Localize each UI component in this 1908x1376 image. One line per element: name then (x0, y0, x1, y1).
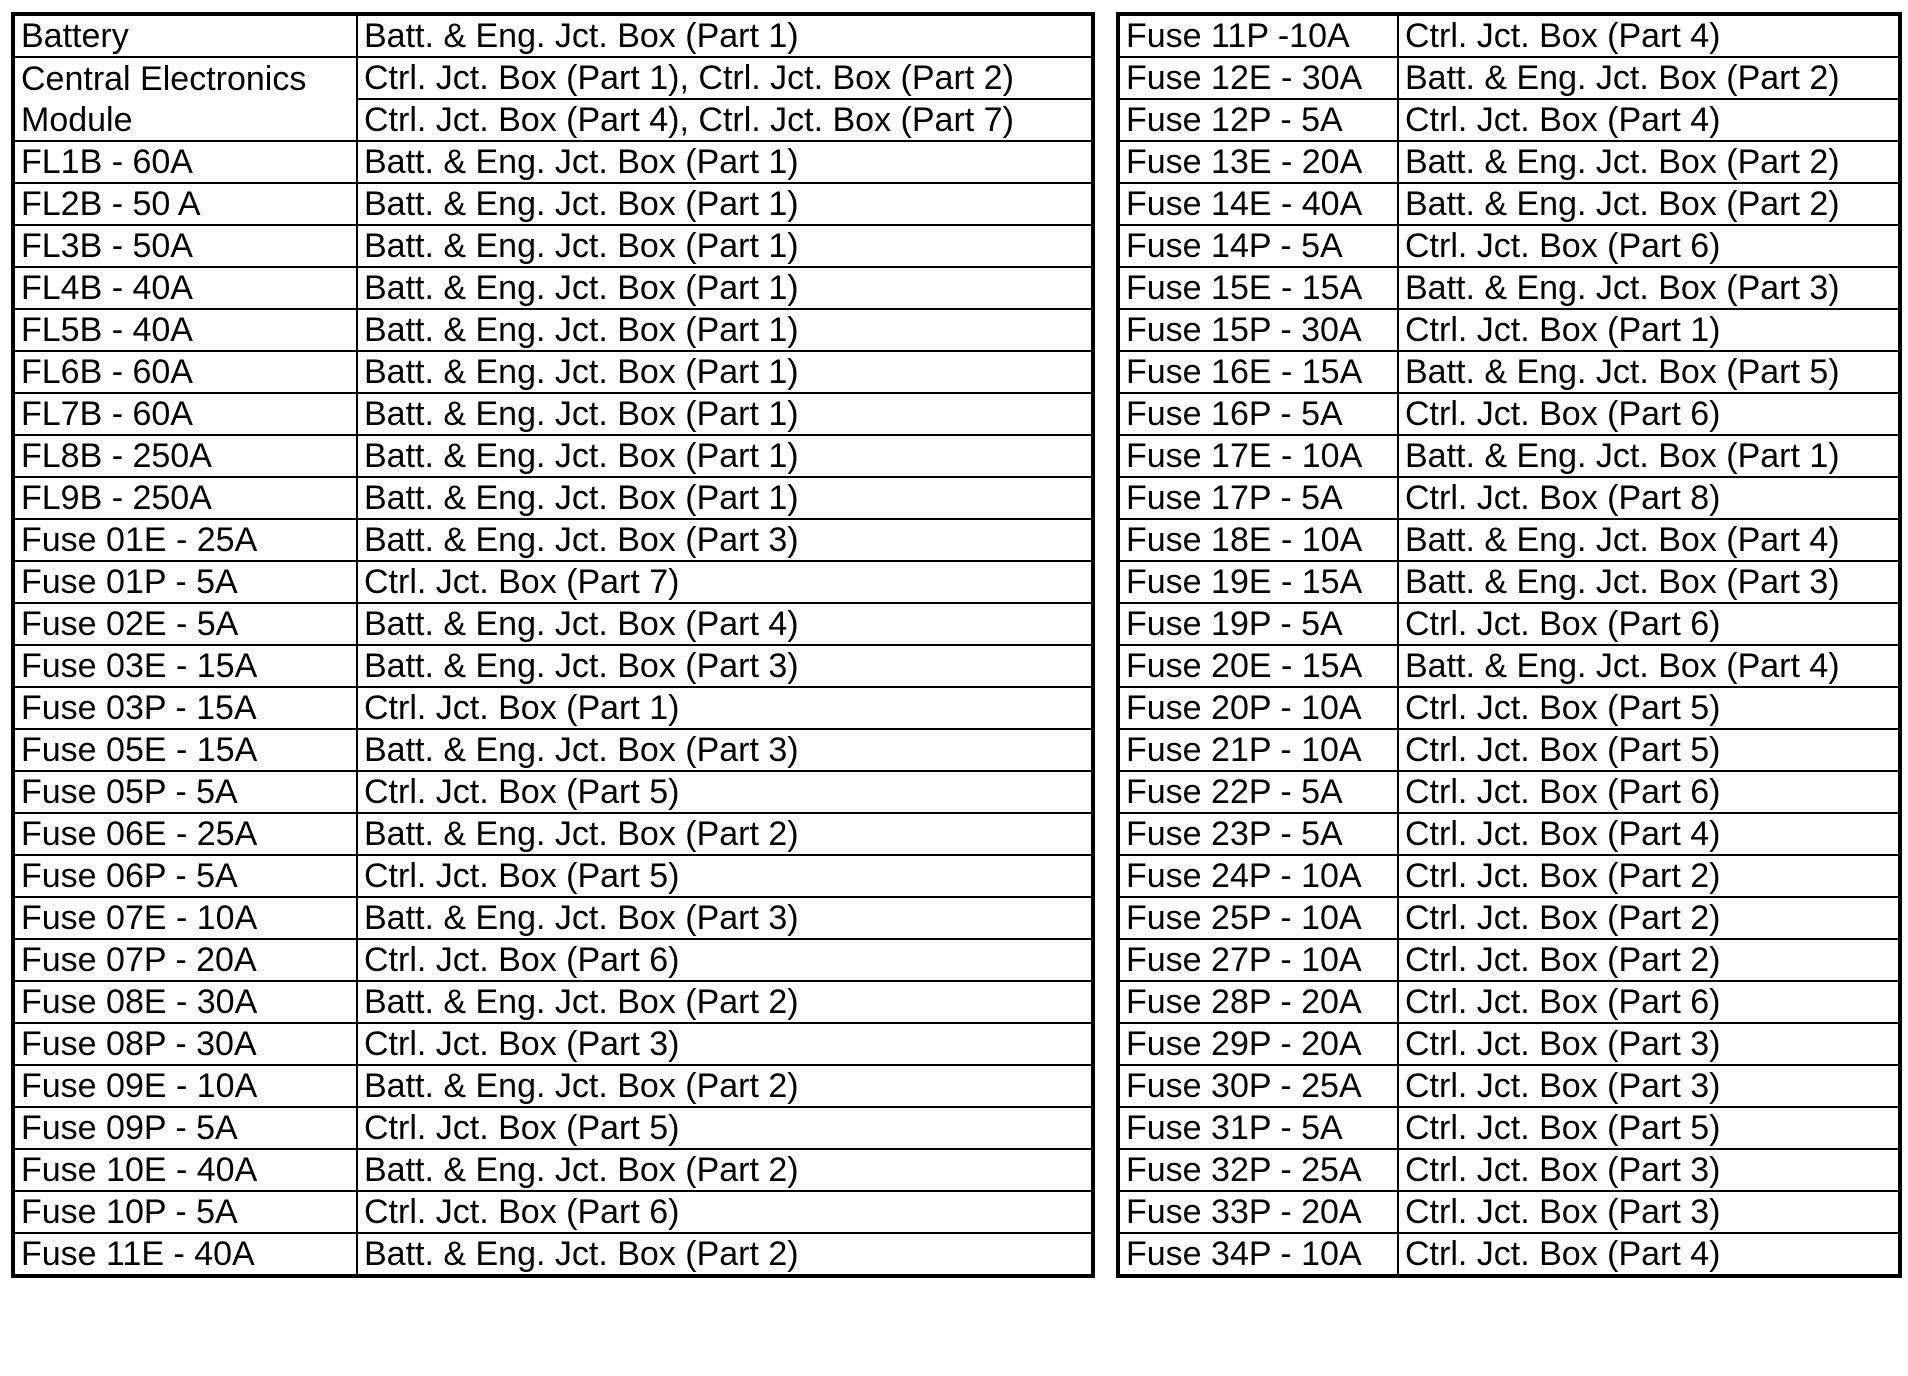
table-row (1118, 225, 1900, 267)
table-row (13, 645, 1093, 687)
component-cell: FL7B - 60A (13, 393, 357, 435)
location-cell: Ctrl. Jct. Box (Part 7) (357, 561, 1093, 603)
location-cell: Batt. & Eng. Jct. Box (Part 1) (357, 267, 1093, 309)
component-cell: Fuse 30P - 25A (1118, 1065, 1398, 1107)
table-row (1118, 351, 1900, 393)
component-cell: Fuse 29P - 20A (1118, 1023, 1398, 1065)
table-row (1118, 1233, 1900, 1276)
table-row (13, 351, 1093, 393)
location-cell: Batt. & Eng. Jct. Box (Part 1) (357, 141, 1093, 183)
location-cell: Batt. & Eng. Jct. Box (Part 2) (1398, 57, 1900, 99)
table-row (13, 141, 1093, 183)
component-cell: Fuse 14E - 40A (1118, 183, 1398, 225)
component-cell: Fuse 12E - 30A (1118, 57, 1398, 99)
table-row (13, 1233, 1093, 1276)
location-cell: Batt. & Eng. Jct. Box (Part 2) (357, 981, 1093, 1023)
component-cell: FL3B - 50A (13, 225, 357, 267)
component-cell: Fuse 34P - 10A (1118, 1233, 1398, 1276)
location-cell: Batt. & Eng. Jct. Box (Part 2) (357, 1065, 1093, 1107)
table-row (13, 183, 1093, 225)
table-row (13, 855, 1093, 897)
location-cell: Batt. & Eng. Jct. Box (Part 3) (1398, 267, 1900, 309)
component-cell: Fuse 25P - 10A (1118, 897, 1398, 939)
component-cell: Fuse 16E - 15A (1118, 351, 1398, 393)
component-cell: FL9B - 250A (13, 477, 357, 519)
table-row (13, 1023, 1093, 1065)
location-cell: Ctrl. Jct. Box (Part 3) (1398, 1191, 1900, 1233)
component-cell: Fuse 03P - 15A (13, 687, 357, 729)
location-cell: Ctrl. Jct. Box (Part 3) (1398, 1149, 1900, 1191)
location-cell: Ctrl. Jct. Box (Part 5) (1398, 687, 1900, 729)
component-cell: FL8B - 250A (13, 435, 357, 477)
location-cell: Batt. & Eng. Jct. Box (Part 2) (357, 1233, 1093, 1276)
location-cell: Batt. & Eng. Jct. Box (Part 1) (357, 309, 1093, 351)
location-cell: Ctrl. Jct. Box (Part 6) (1398, 393, 1900, 435)
left-table-body (13, 14, 1093, 1276)
location-cell: Batt. & Eng. Jct. Box (Part 4) (357, 603, 1093, 645)
location-cell: Ctrl. Jct. Box (Part 2) (1398, 855, 1900, 897)
component-cell: Fuse 22P - 5A (1118, 771, 1398, 813)
table-row (13, 771, 1093, 813)
component-cell: Battery (13, 14, 357, 57)
left-component-table (11, 12, 1095, 1278)
component-cell: Fuse 15E - 15A (1118, 267, 1398, 309)
component-cell: Fuse 33P - 20A (1118, 1191, 1398, 1233)
table-row (1118, 183, 1900, 225)
table-row (1118, 981, 1900, 1023)
location-cell: Batt. & Eng. Jct. Box (Part 3) (357, 897, 1093, 939)
table-row (13, 519, 1093, 561)
table-row (1118, 267, 1900, 309)
location-cell: Ctrl. Jct. Box (Part 5) (357, 1107, 1093, 1149)
location-cell: Batt. & Eng. Jct. Box (Part 1) (357, 183, 1093, 225)
location-cell: Ctrl. Jct. Box (Part 8) (1398, 477, 1900, 519)
component-cell: Fuse 31P - 5A (1118, 1107, 1398, 1149)
component-cell: Fuse 11P -10A (1118, 14, 1398, 57)
location-cell: Batt. & Eng. Jct. Box (Part 2) (1398, 183, 1900, 225)
component-cell: Fuse 07P - 20A (13, 939, 357, 981)
component-cell: Fuse 20P - 10A (1118, 687, 1398, 729)
component-cell: Fuse 06P - 5A (13, 855, 357, 897)
component-cell: FL1B - 60A (13, 141, 357, 183)
location-cell: Ctrl. Jct. Box (Part 5) (1398, 1107, 1900, 1149)
component-cell: Fuse 02E - 5A (13, 603, 357, 645)
component-cell: Fuse 27P - 10A (1118, 939, 1398, 981)
table-row (1118, 897, 1900, 939)
table-row (1118, 435, 1900, 477)
location-cell: Ctrl. Jct. Box (Part 6) (1398, 603, 1900, 645)
location-cell: Batt. & Eng. Jct. Box (Part 1) (357, 435, 1093, 477)
table-row (1118, 645, 1900, 687)
component-cell: Fuse 10P - 5A (13, 1191, 357, 1233)
location-cell: Ctrl. Jct. Box (Part 5) (357, 771, 1093, 813)
table-row (13, 687, 1093, 729)
component-cell: Fuse 17E - 10A (1118, 435, 1398, 477)
location-cell: Ctrl. Jct. Box (Part 5) (1398, 729, 1900, 771)
table-row (13, 225, 1093, 267)
component-cell: Fuse 08E - 30A (13, 981, 357, 1023)
table-row (13, 267, 1093, 309)
table-row (1118, 57, 1900, 99)
location-cell: Ctrl. Jct. Box (Part 1) (1398, 309, 1900, 351)
table-row (13, 897, 1093, 939)
location-cell: Ctrl. Jct. Box (Part 6) (1398, 981, 1900, 1023)
component-cell: Fuse 09P - 5A (13, 1107, 357, 1149)
location-cell: Batt. & Eng. Jct. Box (Part 2) (357, 1149, 1093, 1191)
location-cell: Ctrl. Jct. Box (Part 4), Ctrl. Jct. Box (Part 7) (357, 99, 1093, 141)
table-row (1118, 687, 1900, 729)
location-cell: Ctrl. Jct. Box (Part 4) (1398, 14, 1900, 57)
table-row (1118, 1191, 1900, 1233)
component-cell: Fuse 11E - 40A (13, 1233, 357, 1276)
location-cell: Ctrl. Jct. Box (Part 3) (1398, 1023, 1900, 1065)
component-cell: Fuse 21P - 10A (1118, 729, 1398, 771)
component-cell: Fuse 07E - 10A (13, 897, 357, 939)
location-cell: Batt. & Eng. Jct. Box (Part 3) (357, 519, 1093, 561)
table-row (13, 561, 1093, 603)
table-row (1118, 561, 1900, 603)
location-cell: Batt. & Eng. Jct. Box (Part 1) (357, 477, 1093, 519)
table-row (1118, 813, 1900, 855)
location-cell: Batt. & Eng. Jct. Box (Part 3) (357, 729, 1093, 771)
table-row (1118, 393, 1900, 435)
table-row (13, 981, 1093, 1023)
table-row (1118, 309, 1900, 351)
location-cell: Batt. & Eng. Jct. Box (Part 1) (357, 225, 1093, 267)
table-row (1118, 141, 1900, 183)
table-row (13, 1149, 1093, 1191)
component-cell: Fuse 20E - 15A (1118, 645, 1398, 687)
component-cell: Fuse 14P - 5A (1118, 225, 1398, 267)
location-cell: Ctrl. Jct. Box (Part 2) (1398, 939, 1900, 981)
location-cell: Batt. & Eng. Jct. Box (Part 3) (357, 645, 1093, 687)
table-row (13, 14, 1093, 57)
table-row (13, 813, 1093, 855)
component-cell: FL2B - 50 A (13, 183, 357, 225)
location-cell: Ctrl. Jct. Box (Part 1), Ctrl. Jct. Box (Part 2) (357, 57, 1093, 99)
component-cell: FL6B - 60A (13, 351, 357, 393)
table-row (1118, 729, 1900, 771)
table-row (1118, 939, 1900, 981)
component-cell: Module (13, 99, 357, 141)
table-row (13, 1107, 1093, 1149)
component-cell: Fuse 12P - 5A (1118, 99, 1398, 141)
component-cell: Fuse 23P - 5A (1118, 813, 1398, 855)
right-table-body (1118, 14, 1900, 1276)
location-cell: Batt. & Eng. Jct. Box (Part 4) (1398, 645, 1900, 687)
table-row (13, 477, 1093, 519)
table-row (13, 435, 1093, 477)
component-cell: Fuse 05E - 15A (13, 729, 357, 771)
table-row (13, 603, 1093, 645)
table-row (1118, 1107, 1900, 1149)
table-row (13, 309, 1093, 351)
component-cell: Fuse 05P - 5A (13, 771, 357, 813)
location-cell: Ctrl. Jct. Box (Part 3) (1398, 1065, 1900, 1107)
location-cell: Batt. & Eng. Jct. Box (Part 2) (1398, 141, 1900, 183)
table-row (13, 1191, 1093, 1233)
right-component-table (1116, 12, 1902, 1278)
component-cell: Central Electronics (13, 57, 357, 99)
location-cell: Batt. & Eng. Jct. Box (Part 2) (357, 813, 1093, 855)
table-row (1118, 1149, 1900, 1191)
table-row (13, 939, 1093, 981)
table-row (1118, 477, 1900, 519)
component-cell: Fuse 19E - 15A (1118, 561, 1398, 603)
table-row (1118, 855, 1900, 897)
component-cell: Fuse 18E - 10A (1118, 519, 1398, 561)
table-row (1118, 14, 1900, 57)
component-cell: Fuse 15P - 30A (1118, 309, 1398, 351)
location-cell: Batt. & Eng. Jct. Box (Part 3) (1398, 561, 1900, 603)
location-cell: Ctrl. Jct. Box (Part 3) (357, 1023, 1093, 1065)
location-cell: Batt. & Eng. Jct. Box (Part 1) (357, 393, 1093, 435)
location-cell: Ctrl. Jct. Box (Part 4) (1398, 1233, 1900, 1276)
table-row (13, 99, 1093, 141)
table-row (1118, 1065, 1900, 1107)
component-cell: Fuse 08P - 30A (13, 1023, 357, 1065)
table-row (13, 729, 1093, 771)
location-cell: Ctrl. Jct. Box (Part 1) (357, 687, 1093, 729)
component-cell: FL5B - 40A (13, 309, 357, 351)
component-cell: Fuse 13E - 20A (1118, 141, 1398, 183)
component-cell: Fuse 32P - 25A (1118, 1149, 1398, 1191)
location-cell: Batt. & Eng. Jct. Box (Part 1) (357, 351, 1093, 393)
table-row (13, 57, 1093, 99)
table-row (1118, 519, 1900, 561)
table-row (13, 393, 1093, 435)
location-cell: Batt. & Eng. Jct. Box (Part 1) (1398, 435, 1900, 477)
component-cell: Fuse 28P - 20A (1118, 981, 1398, 1023)
location-cell: Ctrl. Jct. Box (Part 4) (1398, 99, 1900, 141)
location-cell: Ctrl. Jct. Box (Part 4) (1398, 813, 1900, 855)
component-cell: Fuse 17P - 5A (1118, 477, 1398, 519)
component-cell: Fuse 06E - 25A (13, 813, 357, 855)
location-cell: Ctrl. Jct. Box (Part 6) (357, 1191, 1093, 1233)
table-row (1118, 1023, 1900, 1065)
component-cell: Fuse 01E - 25A (13, 519, 357, 561)
component-cell: Fuse 10E - 40A (13, 1149, 357, 1191)
location-cell: Batt. & Eng. Jct. Box (Part 1) (357, 14, 1093, 57)
table-row (1118, 771, 1900, 813)
table-row (1118, 603, 1900, 645)
component-cell: Fuse 09E - 10A (13, 1065, 357, 1107)
location-cell: Ctrl. Jct. Box (Part 2) (1398, 897, 1900, 939)
component-cell: Fuse 19P - 5A (1118, 603, 1398, 645)
table-row (1118, 99, 1900, 141)
location-cell: Batt. & Eng. Jct. Box (Part 5) (1398, 351, 1900, 393)
component-cell: FL4B - 40A (13, 267, 357, 309)
location-cell: Ctrl. Jct. Box (Part 6) (357, 939, 1093, 981)
component-cell: Fuse 03E - 15A (13, 645, 357, 687)
location-cell: Ctrl. Jct. Box (Part 6) (1398, 225, 1900, 267)
component-cell: Fuse 01P - 5A (13, 561, 357, 603)
table-row (13, 1065, 1093, 1107)
location-cell: Batt. & Eng. Jct. Box (Part 4) (1398, 519, 1900, 561)
location-cell: Ctrl. Jct. Box (Part 6) (1398, 771, 1900, 813)
location-cell: Ctrl. Jct. Box (Part 5) (357, 855, 1093, 897)
component-cell: Fuse 24P - 10A (1118, 855, 1398, 897)
component-cell: Fuse 16P - 5A (1118, 393, 1398, 435)
